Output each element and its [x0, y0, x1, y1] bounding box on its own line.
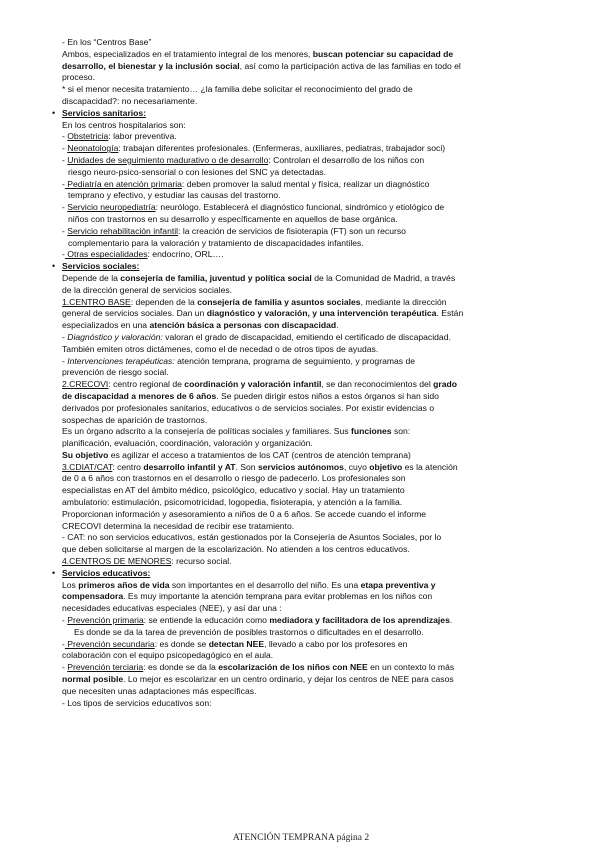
text-line: discapacidad?: no necesariamente. — [62, 95, 198, 106]
text-line: - Neonatología: trabajan diferentes profesionales. (Enfermeras, auxiliares, pediatras, trabajador soci) — [62, 143, 446, 154]
text-line: riesgo neuro-psico-sensorial o con lesiones del SNC ya detectadas. — [68, 166, 326, 177]
text-line: normal posible. Lo mejor es escolarizar en un centro ordinario, y dejar los centros de NEE para casos — [62, 674, 454, 685]
text-line: - Los tipos de servicios educativos son: — [62, 697, 212, 708]
text-line: - Prevención terciaria: es donde se da la escolarización de los niños con NEE en un contexto lo más — [62, 662, 455, 673]
document-body — [52, 37, 562, 709]
text-line: Es un órgano adscrito a la consejería de políticas sociales y familiares. Sus funciones son: — [62, 426, 411, 437]
text-line: compensadora. Es muy importante la atención temprana para evitar problemas en los niños con — [62, 591, 433, 602]
text-line: 4.CENTROS DE MENORES: recurso social. — [62, 556, 232, 567]
text-line: ambulatorio: estimulación, psicomotricidad, logopedia, fisioterapia, y atención a la familia. — [62, 497, 403, 508]
text-line: 2.CRECOVI: centro regional de coordinación y valoración infantil, se dan reconocimientos del grado — [62, 379, 458, 390]
bullet-icon: • — [52, 567, 56, 578]
text-line: Los primeros años de vida son importantes en el desarrollo del niño. Es una etapa preventiva y — [62, 579, 436, 590]
text-line: Su objetivo es agilizar el acceso a tratamientos de los CAT (centros de atención temprana) — [62, 449, 411, 460]
text-line: niños con trastornos en su desarrollo y específicamente en aquellos de base orgánica. — [68, 213, 398, 224]
text-line: - Pediatría en atención primaria: deben promover la salud mental y física, realizar un diagnóstico — [62, 178, 430, 189]
text-line: - Diagnóstico y valoración: valoran el grado de discapacidad, emitiendo el certificado de discapacidad. — [62, 331, 451, 342]
text-line: que deben solicitarse al margen de la escolarización. No atienden a los centros educativos. — [62, 544, 410, 555]
text-line: derivados por profesionales sanitarios, educativos o de servicios sociales. Por existir evidencias o — [62, 402, 435, 413]
text-line: temprano y efectivo, y estudiar las causas del trastorno. — [68, 190, 281, 201]
text-line: 1.CENTRO BASE: dependen de la consejería de familia y asuntos sociales, mediante la dirección — [62, 296, 447, 307]
text-line: - Intervenciones terapéuticas: atención temprana, programa de seguimiento, y programas de — [62, 355, 416, 366]
text-line: - Servicio neuropediatría: neurólogo. Establecerá el diagnóstico funcional, sindrómico y etiológico de — [62, 202, 445, 213]
text-line: necesidades educativas especiales (NEE), y así dar una : — [62, 603, 282, 614]
page-footer: ATENCIÓN TEMPRANA página 2 — [232, 833, 370, 843]
text-line: - CAT: no son servicios educativos, están gestionados por la Consejería de Asuntos Sociales, por lo — [62, 532, 442, 543]
text-line: Es donde se da la tarea de prevención de posibles trastornos o dificultades en el desarrollo. — [74, 626, 424, 637]
text-line: de discapacidad a menores de 6 años. Se pueden dirigir estos niños a estos órganos si han sido — [62, 390, 439, 401]
text-line: También emiten otros dictámenes, como el de necedad o de otros tipos de ayudas. — [62, 343, 379, 354]
text-line: Proporcionan información y asesoramiento a niños de 0 a 6 años. Se accede cuando el informe — [62, 508, 427, 519]
text-line: de la dirección general de servicios sociales. — [62, 284, 233, 295]
text-line: En los centros hospitalarios son: — [62, 119, 186, 130]
text-line: especialistas en AT del ámbito médico, psicológico, educativo y social. Hay un tratamiento — [62, 485, 405, 496]
text-line: general de servicios sociales. Dan un diagnóstico y valoración, y una intervención terapéutica. Están — [62, 308, 464, 319]
section-heading-sociales: • Servicios sociales: — [52, 261, 140, 272]
text-line: proceso. — [62, 72, 95, 83]
text-line: que necesiten unas adaptaciones más específicas. — [62, 685, 257, 696]
text-line: - Otras especialidades: endocrino, ORL…. — [62, 249, 224, 260]
bullet-icon: • — [52, 107, 56, 118]
text-line: complementario para la valoración y tratamiento de discapacidades infantiles. — [68, 237, 364, 248]
section-heading-sanitarios: • Servicios sanitarios: — [52, 107, 147, 118]
text-line: sospechas de aparición de trastornos. — [62, 414, 208, 425]
text-line: - Servicio rehabilitación infantil: la creación de servicios de fisioterapia (FT) son un recurso — [62, 225, 406, 236]
text-line: especializados en una atención básica a personas con discapacidad. — [62, 320, 339, 331]
text-line: planificación, evaluación, coordinación, valoración y organización. — [62, 438, 313, 449]
text-line: - Obstetricia: labor preventiva. — [62, 131, 177, 142]
text-line: - Prevención secundaria: es donde se detectan NEE, llevado a cabo por los profesores en — [62, 638, 408, 649]
text-line: Depende de la consejería de familia, juventud y política social de la Comunidad de Madrid, a través — [62, 272, 456, 283]
text-line: - Unidades de seguimiento madurativo o de desarrollo: Controlan el desarrollo de los niños con — [62, 154, 425, 165]
text-line: CRECOVI determina la necesidad de recibir ese tratamiento. — [62, 520, 295, 531]
text-line: - Prevención primaria: se entiende la educación como mediadora y facilitadora de los aprendizajes. — [62, 615, 453, 626]
text-line: Ambos, especializados en el tratamiento integral de los menores, buscan potenciar su capacidad de — [62, 48, 454, 59]
text-line: 3.CDIAT/CAT: centro desarrollo infantil y AT. Son servicios autónomos, cuyo objetivo es la atención — [62, 461, 458, 472]
text-line: de 0 a 6 años con trastornos en el desarrollo o riesgo de padecerlo. Los profesionales son — [62, 473, 406, 484]
text-line: - En los “Centros Base” — [62, 37, 152, 47]
text-line: prevención de riesgo social. — [62, 367, 169, 378]
text-line: colaboración con el equipo psicopedagógico en el aula. — [62, 650, 274, 661]
text-line: desarrollo, el bienestar y la inclusión social, así como la participación activa de las familias en todo el — [62, 60, 461, 71]
bullet-icon: • — [52, 261, 56, 272]
text-line: * si el menor necesita tratamiento… ¿la familia debe solicitar el reconocimiento del grado de — [62, 84, 413, 95]
section-heading-educativos: • Servicios educativos: — [52, 567, 151, 578]
